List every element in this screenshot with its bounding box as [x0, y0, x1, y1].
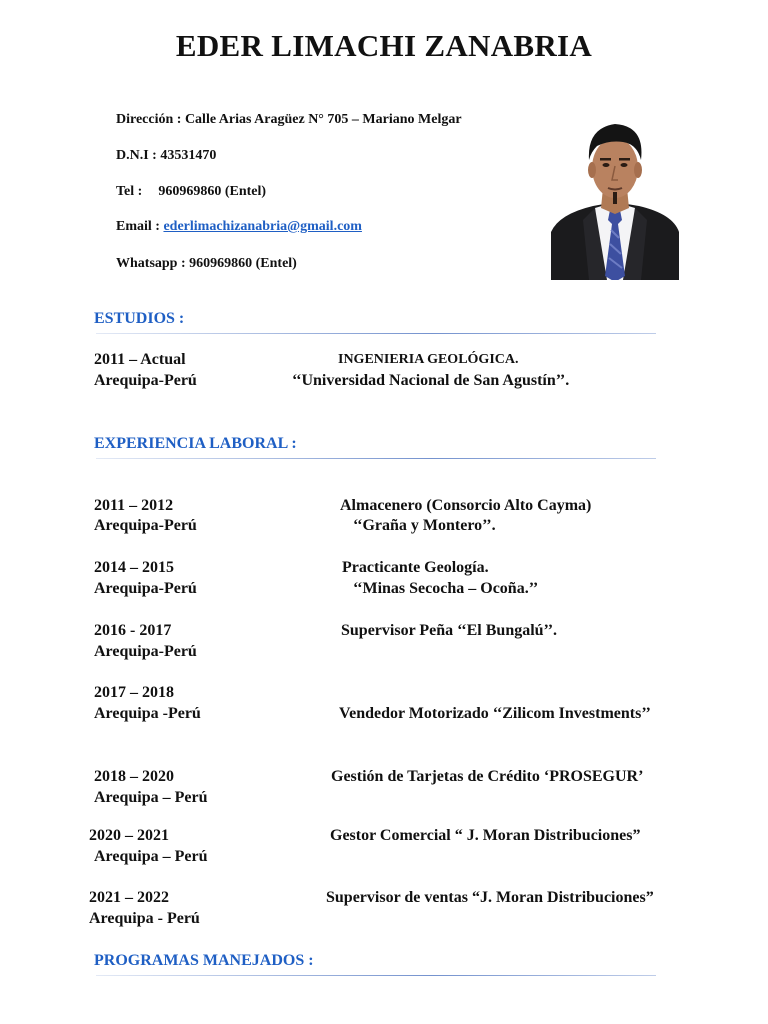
job-role: Gestor Comercial “ J. Moran Distribuciones” [330, 827, 641, 844]
estudios-institution: ‘‘Universidad Nacional de San Agustín’’. [292, 372, 570, 389]
resume-name: EDER LIMACHI ZANABRIA [175, 28, 593, 63]
job-role: Supervisor de ventas “J. Moran Distribuciones” [326, 889, 654, 906]
estudios-career: INGENIERIA GEOLÓGICA. [338, 352, 519, 367]
phone-value: 960969860 (Entel) [158, 184, 267, 199]
job-years: 2021 – 2022 [89, 889, 169, 906]
estudios-location: Arequipa-Perú [94, 372, 197, 389]
section-divider [96, 333, 656, 334]
job-location: Arequipa -Perú [94, 705, 201, 722]
job-years: 2020 – 2021 [89, 827, 169, 844]
section-divider [96, 975, 656, 976]
job-years: 2017 – 2018 [94, 684, 174, 701]
job-role: Vendedor Motorizado ‘‘Zilicom Investments’’ [339, 705, 651, 722]
job-location: Arequipa – Perú [94, 789, 208, 806]
job-role: Gestión de Tarjetas de Crédito ‘PROSEGUR’ [331, 768, 644, 785]
job-location: Arequipa-Perú [94, 643, 197, 660]
job-company: ‘‘Graña y Montero’’. [353, 517, 496, 534]
job-years: 2014 – 2015 [94, 559, 174, 576]
job-role: Almacenero (Consorcio Alto Cayma) [340, 497, 592, 514]
job-location: Arequipa - Perú [89, 910, 200, 927]
email [116, 219, 362, 235]
address: Dirección : Calle Arias Aragüez N° 705 – Mariano Melgar [116, 112, 462, 127]
job-location: Arequipa-Perú [94, 517, 197, 534]
portrait-photo [549, 110, 681, 280]
section-divider [96, 458, 656, 459]
whatsapp: Whatsapp : 960969860 (Entel) [116, 256, 297, 271]
job-company: ‘‘Minas Secocha – Ocoña.’’ [353, 580, 539, 597]
section-estudios: ESTUDIOS : [94, 310, 185, 327]
job-location: Arequipa – Perú [94, 848, 208, 865]
estudios-years: 2011 – Actual [94, 351, 186, 368]
section-programas: PROGRAMAS MANEJADOS : [94, 952, 314, 969]
job-years: 2018 – 2020 [94, 768, 174, 785]
job-years: 2011 – 2012 [94, 497, 174, 514]
job-role: Supervisor Peña ‘‘El Bungalú’’. [341, 622, 558, 639]
job-location: Arequipa-Perú [94, 580, 197, 597]
phone [116, 184, 266, 200]
job-years: 2016 - 2017 [94, 622, 172, 639]
dni: D.N.I : 43531470 [116, 148, 217, 163]
section-experiencia: EXPERIENCIA LABORAL : [94, 435, 297, 452]
email-label: Email : [116, 219, 160, 234]
email-link[interactable]: ederlimachizanabria@gmail.com [163, 219, 362, 234]
job-role: Practicante Geología. [342, 559, 489, 576]
phone-label: Tel : [116, 184, 143, 199]
